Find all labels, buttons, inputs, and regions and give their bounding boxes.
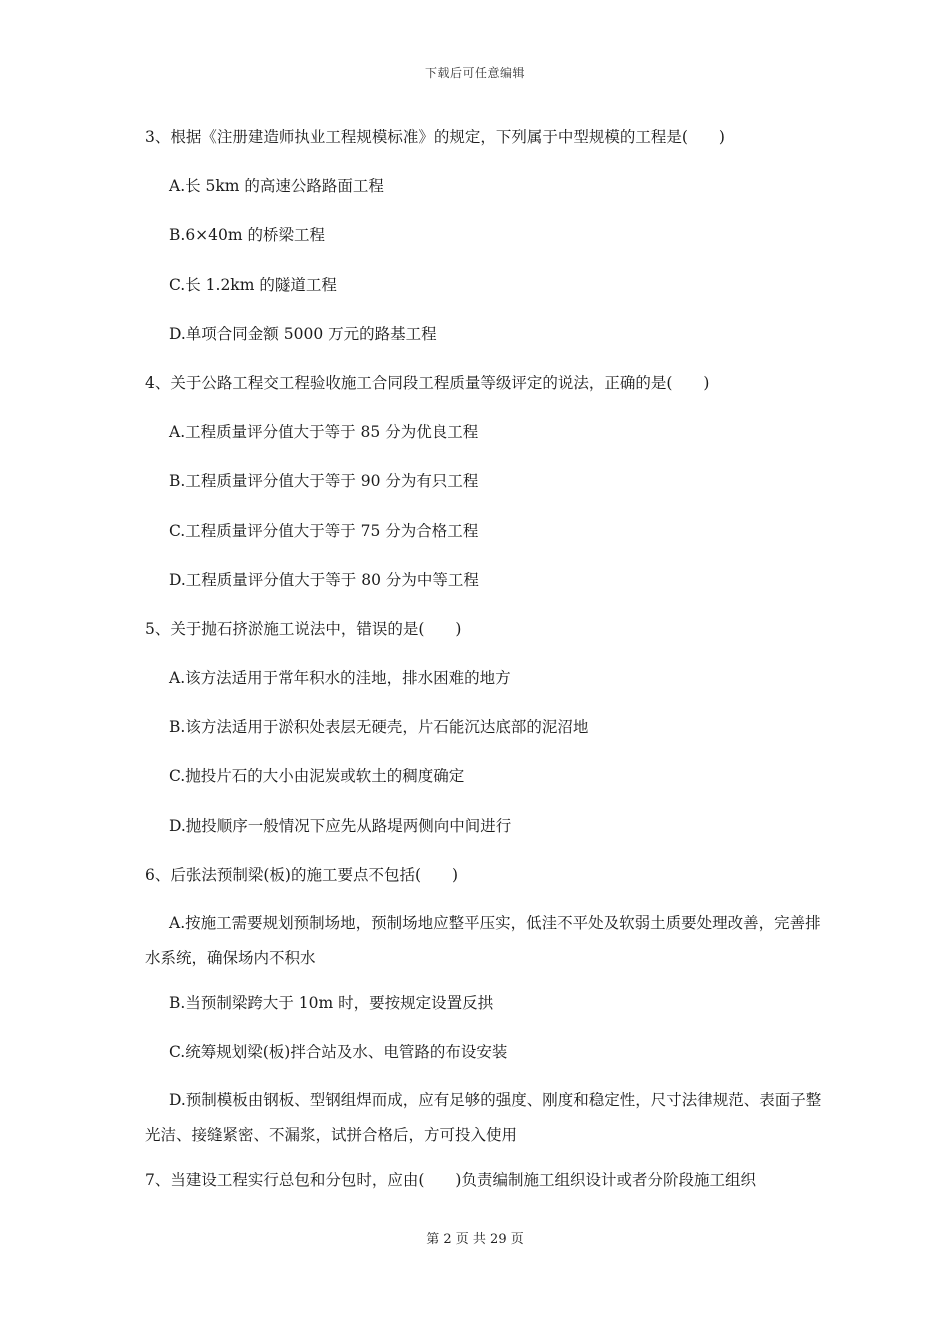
option-3a: A.长 5km 的高速公路路面工程 bbox=[169, 177, 384, 196]
question-stem-6: 6、后张法预制梁(板)的施工要点不包括( ) bbox=[145, 865, 459, 884]
option-6c: C.统筹规划梁(板)拌合站及水、电管路的布设安装 bbox=[169, 1043, 508, 1062]
option-5b: B.该方法适用于淤积处表层无硬壳，片石能沉达底部的泥沼地 bbox=[169, 718, 589, 737]
question-stem-5: 5、关于抛石挤淤施工说法中，错误的是( ) bbox=[145, 619, 462, 638]
option-4b: B.工程质量评分值大于等于 90 分为有只工程 bbox=[169, 472, 479, 491]
question-stem-7: 7、当建设工程实行总包和分包时，应由( )负责编制施工组织设计或者分阶段施工组织 bbox=[145, 1171, 756, 1190]
option-4c: C.工程质量评分值大于等于 75 分为合格工程 bbox=[169, 521, 479, 540]
option-4d: D.工程质量评分值大于等于 80 分为中等工程 bbox=[169, 570, 479, 589]
question-stem-3: 3、根据《注册建造师执业工程规模标准》的规定，下列属于中型规模的工程是( ) bbox=[145, 128, 725, 146]
option-3c: C.长 1.2km 的隧道工程 bbox=[169, 275, 337, 294]
document-body bbox=[145, 118, 835, 1211]
option-5a: A.该方法适用于常年积水的洼地，排水困难的地方 bbox=[169, 669, 511, 688]
option-4a: A.工程质量评分值大于等于 85 分为优良工程 bbox=[169, 423, 479, 442]
page-footer: 第 2 页 共 29 页 bbox=[426, 1232, 524, 1247]
option-3b: B.6×40m 的桥梁工程 bbox=[169, 226, 326, 245]
option-5c: C.抛投片石的大小由泥炭或软土的稠度确定 bbox=[169, 767, 465, 786]
question-stem-4: 4、关于公路工程交工程验收施工合同段工程质量等级评定的说法，正确的是( ) bbox=[145, 373, 710, 392]
option-6a: A.按施工需要规划预制场地，预制场地应整平压实，低洼不平处及软弱土质要处理改善，完善排水系统，确保场内不积水 bbox=[145, 914, 821, 967]
option-5d: D.抛投顺序一般情况下应先从路堤两侧向中间进行 bbox=[169, 816, 512, 835]
option-6d: D.预制模板由钢板、型钢组焊而成，应有足够的强度、刚度和稳定性，尺寸法律规范、表面子整光洁、接缝紧密、不漏浆，试拼合格后，方可投入使用 bbox=[145, 1091, 822, 1145]
page-header: 下载后可任意编辑 bbox=[424, 66, 525, 80]
option-3d: D.单项合同金额 5000 万元的路基工程 bbox=[169, 324, 437, 343]
option-6b: B.当预制梁跨大于 10m 时，要按规定设置反拱 bbox=[169, 994, 494, 1012]
